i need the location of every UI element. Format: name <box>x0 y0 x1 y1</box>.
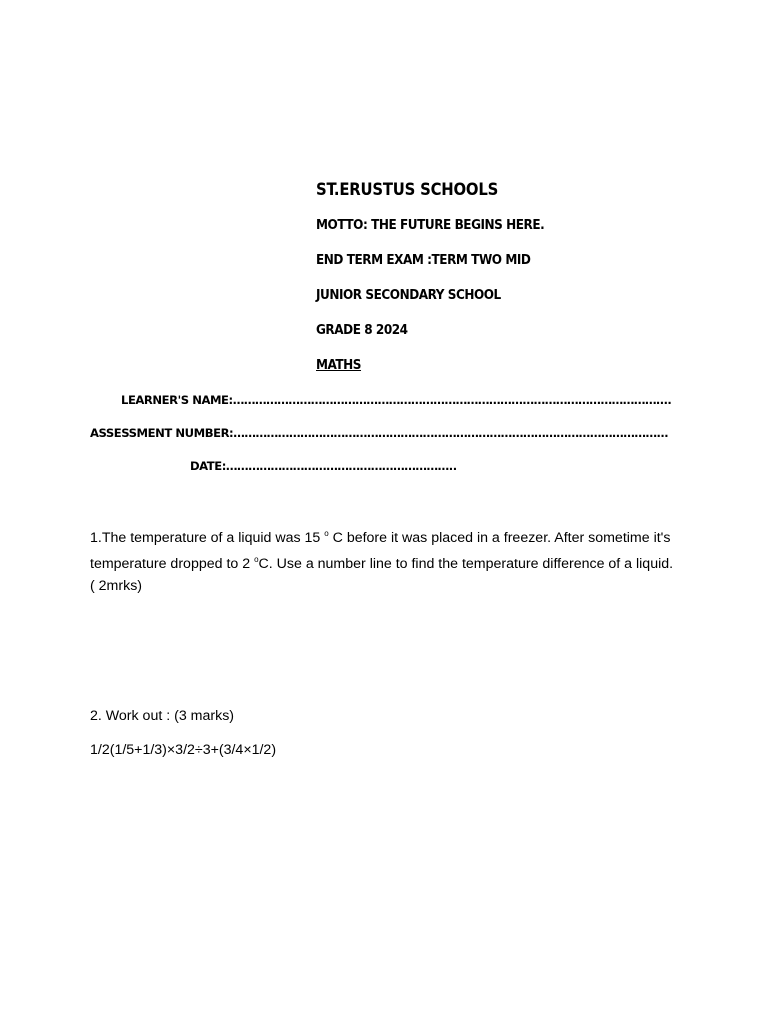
question-2-prompt: 2. Work out : (3 marks) <box>90 708 235 724</box>
school-level: JUNIOR SECONDARY SCHOOL <box>316 288 501 303</box>
degree-symbol: o <box>324 529 329 538</box>
question-1 <box>90 523 673 597</box>
school-name: ST.ERUSTUS SCHOOLS <box>316 180 499 199</box>
question-1-text-b: C before it was placed in a freezer. After sometime it's <box>328 530 671 546</box>
subject-title: MATHS <box>316 358 362 373</box>
question-1-marks: ( 2mrks) <box>90 578 143 594</box>
question-1-line-2 <box>90 549 673 575</box>
exam-header <box>316 178 736 373</box>
question-2-expression: 1/2(1/5+1/3)×3/2÷3+(3/4×1/2) <box>90 742 277 758</box>
assessment-number-field: ASSESSMENT NUMBER:……………………………………………………………………………………………………… <box>90 426 668 440</box>
exam-title: END TERM EXAM :TERM TWO MID <box>316 253 531 268</box>
degree-symbol: o <box>254 555 259 564</box>
question-1-line-1 <box>90 523 673 549</box>
date-field: DATE:…………………………………………………….. <box>190 459 457 473</box>
question-1-text-c: temperature dropped to 2 <box>90 556 255 572</box>
learner-name-field: LEARNER'S NAME:………………………………………………………………………………………………………. <box>121 393 672 407</box>
grade-year: GRADE 8 2024 <box>316 323 408 338</box>
question-1-text-a: 1.The temperature of a liquid was 15 <box>90 530 325 546</box>
school-motto: MOTTO: THE FUTURE BEGINS HERE. <box>316 218 545 233</box>
question-1-text-d: C. Use a number line to find the temperature difference of a liquid. <box>258 556 674 572</box>
